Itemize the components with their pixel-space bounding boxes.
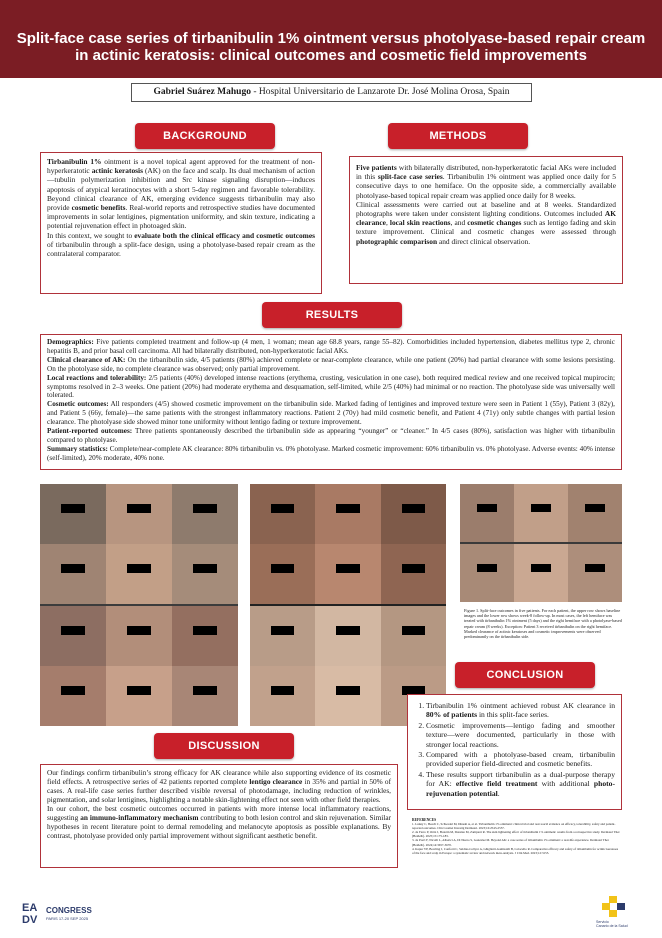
conclusion-item: 2. Cosmetic improvements—lentigo fading and smoother texture—were documented, particularly in those with stronger local reactions. <box>426 721 615 749</box>
patient-photo <box>315 484 381 544</box>
patient-photo <box>514 544 568 602</box>
author-name: Gabriel Suárez Mahugo <box>153 87 251 97</box>
author-affiliation: - Hospital Universitario de Lanzarote Dr. José Molina Orosa, Spain <box>250 87 510 97</box>
reference-item: 2. de Farro P, Ortiz J, Bolotin M, Durante M, Zampieri R. The skin lightening effect of tirbanibulin 1% ointment: results from a retrospective study. Dermatol Ther (Heidelb). 2025;15:175-183. <box>412 830 620 839</box>
conclusion-item: 3. Compared with a photolyase-based cream, tirbanibulin provided superior field-directed and cosmetic benefits. <box>426 750 615 769</box>
figure-caption: Figure 1. Split-face outcomes in five patients. For each patient, the upper row shows baseline images and the lower row shows week-8 follow-up. In most cases, the left hemiface was treated with tirbanibulin 1% ointment (5 days) and the right hemiface with a photolyase-based repair cream (8 weeks). Exception: Patient 3 received tirbanibulin on the right hemiface. Marked clearance of actinic keratoses and cosmetic improvements were observed predominantly on the tirbanibulin side. <box>464 608 622 640</box>
patient-photo <box>172 484 238 544</box>
patient-photo <box>381 544 446 604</box>
results-cosmetic: Cosmetic outcomes: All responders (4/5) showed cosmetic improvement on the tirbanibulin side. Marked fading of lentigines and improved texture were seen in Patient 1 (55y), Patient 3 (82y), and Patient 5 (66y, female)—the same patients with the strongest inflammatory reactions. Patient 2 (70y) had mild cosmetic benefit, and Patient 4 (71y) only subtle changes with partial lesion clearance. The photolyase side showed minor tone uniformity without lentigo fading or texture improvement. <box>47 400 615 427</box>
patient-photo <box>568 484 622 542</box>
patient-photo-group-left <box>40 484 238 726</box>
canario-label: Canario de la Salud <box>596 924 628 928</box>
patient-photo <box>250 666 315 726</box>
methods-heading: METHODS <box>388 123 528 149</box>
poster-title: Split-face case series of tirbanibulin 1% ointment versus photolyase-based repair cream in actinic keratosis: clinical outcomes and cosmetic field improvements <box>16 30 646 64</box>
results-clearance: Clinical clearance of AK: On the tirbanibulin side, 4/5 patients (80%) achieved complete or near-complete clearance, while one patient (20%) had partial clearance with some lesions persisting. On the photolyase side, no complete clearance was observed; only partial improvement. <box>47 355 615 373</box>
patient-photo <box>460 484 514 542</box>
patient-photo <box>250 606 315 666</box>
patient-photo <box>381 484 446 544</box>
servicio-canario-logo <box>594 896 634 934</box>
reference-item: 4. Kapur VP, Bowling J, Conforti C, Saldías-Collyer A, Ghigliotti-Gamisaldi B, Colacello R. Comparative efficacy and safety of tirbanibulin for actinic keratoses of the face and scalp in Europe: a systematic review and network meta-analysis. J Clin Med. 2023;12:3155. <box>412 846 619 855</box>
patient-photo <box>106 666 172 726</box>
patient-photo-group-middle <box>250 484 446 726</box>
conclusion-item: 1. Tirbanibulin 1% ointment achieved robust AK clearance in 80% of patients in this split-face series. <box>426 701 615 720</box>
methods-paragraph-1: Five patients with bilaterally distributed, non-hyperkeratotic facial AKs were included in this split-face case series. Tirbanibulin 1% ointment was applied once daily for 5 consecutive days to one hemiface. On the opposite side, a commercially available photolyase-based topical repair cream was applied once daily for 8 weeks. <box>356 163 616 200</box>
conclusion-heading: CONCLUSION <box>455 662 595 688</box>
patient-photo <box>172 544 238 604</box>
discussion-paragraph-2: In our cohort, the best cosmetic outcomes occurred in patients with more intense local inflammatory reactions, suggesting an immuno-inflammatory mechanism contributing to both lesion control and skin rejuvenation. Similar hypotheses in recent literature point to dermal remodeling and melanocyte apoptosis as possible explanations. By contrast, photolyase provided only partial improvement without significant aesthetic benefit. <box>47 804 392 840</box>
patient-photo <box>40 666 106 726</box>
methods-paragraph-2: Clinical assessments were carried out at baseline and at 8 weeks. Standardized photographs were taken under consistent lighting conditions. Outcomes included AK clearance, local skin reactions, and cosmetic changes such as lentigo fading and skin texture improvement. Clinical and cosmetic changes were assessed through photographic comparison and direct clinical observation. <box>356 199 616 246</box>
conclusion-list <box>412 701 615 798</box>
results-demographics: Demographics: Five patients completed treatment and follow-up (4 men, 1 woman; mean age 68.8 years, range 55–82). Comorbidities included hypertension, diabetes mellitus type 2, chronic hepatitis B, and prior basal cell carcinoma. All had bilaterally distributed, non-hyperkeratotic facial AKs. <box>47 338 615 355</box>
conclusion-box <box>407 694 622 810</box>
patient-photo-group-right <box>460 484 622 602</box>
conclusion-item: 4. These results support tirbanibulin as a dual-purpose therapy for AK: effective field treatment with additional photo-rejuvenation potential. <box>426 770 615 798</box>
patient-photo <box>250 544 315 604</box>
patient-photo <box>250 484 315 544</box>
author-line <box>131 83 532 102</box>
background-heading: BACKGROUND <box>135 123 275 149</box>
patient-photo <box>172 606 238 666</box>
results-local-reactions: Local reactions and tolerability: 2/5 patients (40%) developed intense reactions (erythema, crusting, vesiculation in one case), both required medical review and one received topical mupirocin; symptoms resolved in 2–3 weeks. One patient (20%) had moderate erythema and desquamation, self-limited, while 2/5 (40%) had minimal or no reaction. The photolyase side was universally well tolerated. <box>47 373 615 400</box>
results-patient-reported: Patient-reported outcomes: Three patients spontaneously described the tirbanibulin side as appearing “younger” or “cleaner.” In 4/5 cases (80%), satisfaction was higher with tirbanibulin compared to photolyase. <box>47 427 615 444</box>
patient-photo <box>460 544 514 602</box>
reference-item: 3. de Porri F, Nicolli L, Alberici A, Di Nuzzo S, Gonzalez M. Beyond AK: a case series of tirbanibulin 1% ointment: a real-life experience. Dermatol Ther (Heidelb). 2024;14:3657-3670. <box>412 838 609 847</box>
patient-photo <box>514 484 568 542</box>
patient-photo <box>381 606 446 666</box>
discussion-paragraph-1: Our findings confirm tirbanibulin’s strong efficacy for AK clearance while also supporting evidence of its cosmetic field effects. A retrospective series of 42 patients reported complete lentigo clearance in 35% and partial in 50% of cases. A real-life case series further described visible reversal of photodamage, including reduction of wrinkles, pigmentation, and solar lentigines, highlighting a notable skin-lightening effect not seen with other field therapies. <box>47 768 391 804</box>
results-heading: RESULTS <box>262 302 402 328</box>
svg-text:EA: EA <box>22 902 38 914</box>
patient-photo <box>106 484 172 544</box>
patient-photo <box>106 544 172 604</box>
methods-box <box>349 156 623 284</box>
patient-photo <box>40 606 106 666</box>
congress-dates: PARIS 17-20 SEP 2025 <box>46 916 89 921</box>
patient-photo <box>315 544 381 604</box>
references-label: REFERENCES <box>412 818 437 822</box>
congress-label: CONGRESS <box>46 906 92 915</box>
patient-photo <box>106 606 172 666</box>
servicio-label: Servicio <box>596 920 609 924</box>
patient-photo <box>568 544 622 602</box>
patient-photo <box>40 544 106 604</box>
reference-item: 1. Lunny C, Beech C, Schwedel M, Dinesh A, et al. Tirbanibulin 1% ointment: clinical trial and real-world evidence on efficacy, tolerability, safety and patient-reported outcomes. Clin Cosmet Investig Dermatol. 2023;16:2543-2557. <box>412 822 616 831</box>
background-box <box>40 152 322 294</box>
discussion-heading: DISCUSSION <box>154 733 294 759</box>
discussion-box <box>40 764 398 868</box>
svg-text:DV: DV <box>22 914 38 924</box>
patient-photo <box>315 666 381 726</box>
eadv-congress-logo <box>22 900 92 928</box>
background-paragraph-1: Tirbanibulin 1% ointment is a novel topical agent approved for the treatment of non-hyperkeratotic actinic keratosis (AK) on the face and scalp. Its dual mechanism of action—tubulin polymerization inhibition and Src kinase signaling disruption—induces apoptosis of atypical keratinocytes with a short 5-day regimen and favorable tolerability. Beyond clinical clearance of AK, emerging evidence suggests tirbanibulin may also provide cosmetic benefits. Real-world reports and retrospective studies have documented improvements in solar lentigines, pigmentation uniformity, and skin texture, indicating a potential rejuvenation effect in photoaged skin. <box>47 157 315 231</box>
background-paragraph-2: In this context, we sought to evaluate both the clinical efficacy and cosmetic outcomes of tirbanibulin through a split-face design, using a photolyase-based repair cream as the contralateral comparator. <box>47 230 315 259</box>
results-summary: Summary statistics: Complete/near-complete AK clearance: 80% tirbanibulin vs. 0% photolyase. Marked cosmetic improvement: 60% tirbanibulin vs. 0% photolyase. Adverse events: 40% intense (self-limited), 20% moderate, 40% none. <box>47 444 615 462</box>
health-service-logo-icon <box>600 896 626 918</box>
results-box <box>40 334 622 470</box>
eadv-logo-icon <box>22 900 44 924</box>
patient-photo <box>40 484 106 544</box>
patient-photo <box>172 666 238 726</box>
references <box>412 818 620 868</box>
patient-photo <box>315 606 381 666</box>
